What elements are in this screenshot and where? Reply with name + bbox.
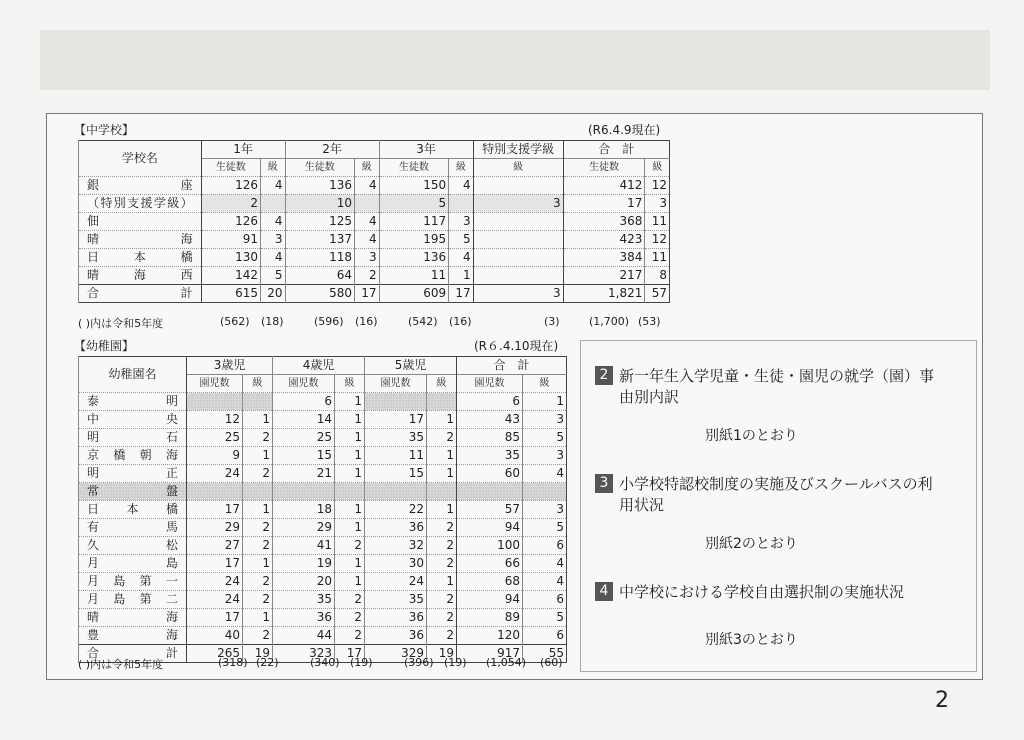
table-row — [79, 537, 567, 555]
table-cell: 136 — [285, 177, 355, 195]
table-cell: 57 — [645, 285, 670, 303]
header-age-3: 3歳児 — [187, 357, 273, 375]
kindergarten-table — [78, 356, 567, 663]
row-name: 京橋朝海 — [79, 447, 187, 465]
prev-value: (19) — [444, 656, 467, 669]
header-class: 級 — [645, 159, 670, 177]
prev-value: (60) — [540, 656, 563, 669]
table-cell: 11 — [645, 249, 670, 267]
table-cell: 5 — [449, 231, 474, 249]
table-cell — [523, 483, 567, 501]
header-class: 級 — [523, 375, 567, 393]
table-row — [79, 627, 567, 645]
row-name: 泰明 — [79, 393, 187, 411]
kindergarten-as-of: (R６.4.10現在) — [474, 339, 559, 353]
table-cell: 1 — [335, 465, 365, 483]
table-cell: 3 — [260, 231, 285, 249]
table-cell: 4 — [355, 177, 380, 195]
table-cell — [473, 249, 563, 267]
table-cell: 1 — [243, 555, 273, 573]
table-cell: 6 — [523, 591, 567, 609]
table-cell: 2 — [243, 519, 273, 537]
table-cell: 17 — [355, 285, 380, 303]
item-reference: 別紙3のとおり — [705, 632, 798, 648]
table-cell: 25 — [273, 429, 335, 447]
table-cell: 17 — [449, 285, 474, 303]
prev-value: (596) — [314, 315, 344, 328]
table-cell: 6 — [523, 627, 567, 645]
row-name: 日本橋 — [79, 249, 202, 267]
header-children: 園児数 — [273, 375, 335, 393]
table-row — [79, 483, 567, 501]
table-cell: 2 — [201, 195, 260, 213]
table-cell — [365, 393, 427, 411]
background-band — [40, 30, 990, 90]
table-cell: 1 — [243, 447, 273, 465]
table-cell: 2 — [243, 573, 273, 591]
item-2 — [595, 366, 939, 408]
prev-value: (318) — [218, 656, 248, 669]
table-row — [79, 411, 567, 429]
table-cell: 1 — [335, 429, 365, 447]
table-cell: 609 — [379, 285, 449, 303]
table-cell: 412 — [563, 177, 645, 195]
prev-label: ( )内は令和5年度 — [78, 317, 164, 330]
table-cell: 2 — [427, 555, 457, 573]
table-row — [79, 465, 567, 483]
table-cell: 40 — [187, 627, 243, 645]
row-name: 月島第二 — [79, 591, 187, 609]
table-row — [79, 501, 567, 519]
table-cell: 136 — [379, 249, 449, 267]
table-cell: 14 — [273, 411, 335, 429]
table-cell: 35 — [365, 429, 427, 447]
header-students: 生徒数 — [201, 159, 260, 177]
table-cell: 24 — [187, 573, 243, 591]
table-cell: 130 — [201, 249, 260, 267]
row-name: 月島第一 — [79, 573, 187, 591]
table-cell: 2 — [427, 519, 457, 537]
table-cell: 150 — [379, 177, 449, 195]
table-cell: 11 — [379, 267, 449, 285]
table-cell: 18 — [273, 501, 335, 519]
table-cell: 2 — [335, 627, 365, 645]
junior-high-as-of: (R6.4.9現在) — [588, 123, 661, 137]
table-cell: 41 — [273, 537, 335, 555]
table-cell: 36 — [365, 519, 427, 537]
table-cell: 17 — [335, 645, 365, 663]
table-row — [79, 609, 567, 627]
table-cell: 11 — [365, 447, 427, 465]
prev-value: (1,700) — [589, 315, 630, 328]
table-cell: 94 — [457, 591, 523, 609]
item-3 — [595, 474, 939, 516]
table-cell: 4 — [523, 465, 567, 483]
header-total: 合 計 — [457, 357, 567, 375]
table-cell: 329 — [365, 645, 427, 663]
table-cell: 384 — [563, 249, 645, 267]
table-cell: 20 — [273, 573, 335, 591]
prev-value: (22) — [256, 656, 279, 669]
table-cell: 89 — [457, 609, 523, 627]
table-cell: 4 — [355, 231, 380, 249]
table-row — [79, 213, 670, 231]
table-cell: 100 — [457, 537, 523, 555]
table-cell: 19 — [427, 645, 457, 663]
table-cell — [427, 483, 457, 501]
row-name: 月島 — [79, 555, 187, 573]
junior-high-prev-row — [78, 315, 678, 329]
row-name: 明石 — [79, 429, 187, 447]
table-cell: 29 — [187, 519, 243, 537]
row-name: 晴海西 — [79, 267, 202, 285]
table-cell: 5 — [523, 609, 567, 627]
table-cell: 423 — [563, 231, 645, 249]
row-name: 晴 海 — [79, 231, 202, 249]
table-cell: 137 — [285, 231, 355, 249]
table-cell: 19 — [243, 645, 273, 663]
table-cell: 19 — [273, 555, 335, 573]
table-cell: 5 — [379, 195, 449, 213]
table-cell: 2 — [427, 609, 457, 627]
table-cell: 15 — [365, 465, 427, 483]
table-cell: 85 — [457, 429, 523, 447]
table-cell: 917 — [457, 645, 523, 663]
table-cell: 368 — [563, 213, 645, 231]
table-cell — [273, 483, 335, 501]
table-cell: 17 — [187, 555, 243, 573]
table-cell: 1 — [335, 411, 365, 429]
header-class: 級 — [427, 375, 457, 393]
row-name: 豊海 — [79, 627, 187, 645]
table-row — [79, 591, 567, 609]
row-name: 常盤 — [79, 483, 187, 501]
header-age-4: 4歳児 — [273, 357, 365, 375]
table-cell: 12 — [187, 411, 243, 429]
table-cell: 64 — [285, 267, 355, 285]
table-cell: 43 — [457, 411, 523, 429]
table-cell: 3 — [473, 285, 563, 303]
table-cell: 6 — [523, 537, 567, 555]
table-cell: 2 — [427, 429, 457, 447]
table-cell: 12 — [645, 231, 670, 249]
table-cell: 2 — [427, 627, 457, 645]
table-row — [79, 555, 567, 573]
table-cell: 3 — [523, 411, 567, 429]
row-name: 合 計 — [79, 285, 202, 303]
junior-high-title: 【中学校】 — [74, 123, 135, 137]
table-cell: 2 — [243, 465, 273, 483]
table-cell: 2 — [355, 267, 380, 285]
table-cell: 3 — [645, 195, 670, 213]
header-class: 級 — [355, 159, 380, 177]
table-cell: 1 — [449, 267, 474, 285]
prev-value: (562) — [220, 315, 250, 328]
header-students: 生徒数 — [285, 159, 355, 177]
item-number-badge: 3 — [595, 474, 613, 493]
row-name: 日本橋 — [79, 501, 187, 519]
table-cell — [243, 393, 273, 411]
prev-value: (16) — [355, 315, 378, 328]
table-cell: 91 — [201, 231, 260, 249]
item-4 — [595, 582, 939, 603]
row-name: 明正 — [79, 465, 187, 483]
table-row — [79, 195, 670, 213]
table-cell: 24 — [187, 465, 243, 483]
table-cell — [449, 195, 474, 213]
table-cell — [260, 195, 285, 213]
table-row — [79, 573, 567, 591]
header-special-class: 特別支援学級 — [473, 141, 563, 159]
table-cell: 1 — [335, 393, 365, 411]
prev-value: (3) — [544, 315, 560, 328]
header-kindergarten-name: 幼稚園名 — [79, 357, 187, 393]
table-cell: 36 — [365, 627, 427, 645]
header-class: 級 — [335, 375, 365, 393]
table-cell: 36 — [273, 609, 335, 627]
table-cell: 125 — [285, 213, 355, 231]
header-children: 園児数 — [187, 375, 243, 393]
table-cell: 117 — [379, 213, 449, 231]
table-cell — [187, 393, 243, 411]
header-class: 級 — [243, 375, 273, 393]
page-number: 2 — [935, 688, 949, 713]
table-cell: 323 — [273, 645, 335, 663]
kindergarten-title: 【幼稚園】 — [74, 339, 135, 353]
row-name: 有馬 — [79, 519, 187, 537]
table-cell: 4 — [523, 555, 567, 573]
row-name: 銀 座 — [79, 177, 202, 195]
header-students: 生徒数 — [379, 159, 449, 177]
table-cell: 2 — [335, 591, 365, 609]
item-text: 小学校特認校制度の実施及びスクールバスの利用状況 — [619, 475, 933, 514]
table-cell: 2 — [243, 627, 273, 645]
header-total: 合 計 — [563, 141, 669, 159]
table-cell — [457, 483, 523, 501]
table-cell: 25 — [187, 429, 243, 447]
row-name: 久松 — [79, 537, 187, 555]
table-cell: 1 — [243, 609, 273, 627]
header-students: 生徒数 — [563, 159, 645, 177]
prev-label: ( )内は令和5年度 — [78, 658, 164, 671]
table-cell: 4 — [260, 177, 285, 195]
table-cell — [473, 213, 563, 231]
header-class: 級 — [260, 159, 285, 177]
table-cell: 1 — [335, 555, 365, 573]
header-year-2: 2年 — [285, 141, 379, 159]
table-cell: 1,821 — [563, 285, 645, 303]
table-cell — [335, 483, 365, 501]
table-cell: 17 — [187, 501, 243, 519]
row-name: 晴海 — [79, 609, 187, 627]
table-cell: 2 — [243, 429, 273, 447]
table-cell — [427, 393, 457, 411]
table-cell: 5 — [260, 267, 285, 285]
table-cell: 126 — [201, 213, 260, 231]
item-reference: 別紙1のとおり — [705, 428, 798, 444]
table-cell: 94 — [457, 519, 523, 537]
table-cell: 36 — [365, 609, 427, 627]
table-cell: 4 — [449, 177, 474, 195]
header-school-name: 学校名 — [79, 141, 202, 177]
table-row — [79, 249, 670, 267]
table-cell: 4 — [449, 249, 474, 267]
table-cell: 4 — [355, 213, 380, 231]
kindergarten-prev-row — [78, 656, 573, 670]
header-age-5: 5歳児 — [365, 357, 457, 375]
prev-value: (396) — [404, 656, 434, 669]
table-cell: 27 — [187, 537, 243, 555]
table-cell: 1 — [335, 501, 365, 519]
table-cell: 2 — [243, 591, 273, 609]
prev-value: (542) — [408, 315, 438, 328]
table-row — [79, 231, 670, 249]
table-cell: 35 — [457, 447, 523, 465]
table-cell: 2 — [335, 609, 365, 627]
item-reference: 別紙2のとおり — [705, 536, 798, 552]
item-number-badge: 4 — [595, 582, 613, 601]
table-cell: 1 — [427, 411, 457, 429]
table-row — [79, 429, 567, 447]
table-cell — [473, 267, 563, 285]
table-cell: 126 — [201, 177, 260, 195]
table-cell — [473, 231, 563, 249]
table-cell: 9 — [187, 447, 243, 465]
table-cell: 11 — [645, 213, 670, 231]
table-cell: 1 — [335, 573, 365, 591]
table-cell: 22 — [365, 501, 427, 519]
table-cell: 24 — [187, 591, 243, 609]
table-cell — [187, 483, 243, 501]
table-row — [79, 519, 567, 537]
table-cell: 195 — [379, 231, 449, 249]
table-cell: 2 — [427, 591, 457, 609]
table-cell — [243, 483, 273, 501]
table-cell: 17 — [365, 411, 427, 429]
table-cell — [473, 177, 563, 195]
table-cell: 2 — [335, 537, 365, 555]
table-row — [79, 393, 567, 411]
item-text: 中学校における学校自由選択制の実施状況 — [619, 583, 905, 601]
prev-value: (53) — [638, 315, 661, 328]
table-cell: 12 — [645, 177, 670, 195]
table-cell: 4 — [260, 249, 285, 267]
row-name: 佃 — [79, 213, 202, 231]
prev-value: (18) — [261, 315, 284, 328]
table-cell: 2 — [243, 537, 273, 555]
row-name: （特別支援学級） — [79, 195, 202, 213]
table-row — [79, 447, 567, 465]
table-cell: 1 — [427, 501, 457, 519]
table-cell: 44 — [273, 627, 335, 645]
table-cell: 3 — [355, 249, 380, 267]
table-cell: 6 — [457, 393, 523, 411]
table-cell: 1 — [427, 447, 457, 465]
table-cell: 1 — [243, 501, 273, 519]
table-cell: 120 — [457, 627, 523, 645]
item-number-badge: 2 — [595, 366, 613, 385]
table-cell: 17 — [563, 195, 645, 213]
table-cell: 580 — [285, 285, 355, 303]
table-cell: 35 — [365, 591, 427, 609]
table-cell: 1 — [523, 393, 567, 411]
table-cell: 3 — [473, 195, 563, 213]
header-year-1: 1年 — [201, 141, 285, 159]
table-cell: 1 — [427, 573, 457, 591]
header-class: 級 — [473, 159, 563, 177]
table-cell: 57 — [457, 501, 523, 519]
table-cell: 17 — [187, 609, 243, 627]
table-cell — [355, 195, 380, 213]
table-cell: 5 — [523, 429, 567, 447]
row-name: 中央 — [79, 411, 187, 429]
table-cell: 1 — [335, 519, 365, 537]
table-cell: 30 — [365, 555, 427, 573]
prev-value: (1,054) — [486, 656, 527, 669]
table-cell: 8 — [645, 267, 670, 285]
table-cell: 3 — [523, 501, 567, 519]
table-cell — [365, 483, 427, 501]
table-cell: 615 — [201, 285, 260, 303]
table-cell: 29 — [273, 519, 335, 537]
prev-value: (340) — [310, 656, 340, 669]
table-cell: 265 — [187, 645, 243, 663]
table-cell: 10 — [285, 195, 355, 213]
row-name: 合 計 — [79, 645, 187, 663]
table-cell: 4 — [523, 573, 567, 591]
prev-value: (16) — [449, 315, 472, 328]
table-cell: 1 — [335, 447, 365, 465]
table-cell: 217 — [563, 267, 645, 285]
table-cell: 2 — [427, 537, 457, 555]
header-year-3: 3年 — [379, 141, 473, 159]
table-cell: 24 — [365, 573, 427, 591]
table-cell: 21 — [273, 465, 335, 483]
table-cell: 3 — [523, 447, 567, 465]
table-cell: 55 — [523, 645, 567, 663]
table-cell: 35 — [273, 591, 335, 609]
header-children: 園児数 — [457, 375, 523, 393]
table-cell: 68 — [457, 573, 523, 591]
table-row — [79, 267, 670, 285]
item-text: 新一年生入学児童・生徒・園児の就学（園）事由別内訳 — [619, 367, 935, 406]
table-cell: 66 — [457, 555, 523, 573]
header-children: 園児数 — [365, 375, 427, 393]
table-cell: 15 — [273, 447, 335, 465]
total-row — [79, 285, 670, 303]
table-cell: 3 — [449, 213, 474, 231]
table-cell: 4 — [260, 213, 285, 231]
table-cell: 32 — [365, 537, 427, 555]
table-cell: 6 — [273, 393, 335, 411]
table-cell: 142 — [201, 267, 260, 285]
table-cell: 60 — [457, 465, 523, 483]
table-cell: 118 — [285, 249, 355, 267]
table-cell: 5 — [523, 519, 567, 537]
header-class: 級 — [449, 159, 474, 177]
table-cell: 20 — [260, 285, 285, 303]
prev-value: (19) — [350, 656, 373, 669]
table-cell: 1 — [427, 465, 457, 483]
table-cell: 1 — [243, 411, 273, 429]
table-row — [79, 177, 670, 195]
junior-high-table — [78, 140, 670, 303]
